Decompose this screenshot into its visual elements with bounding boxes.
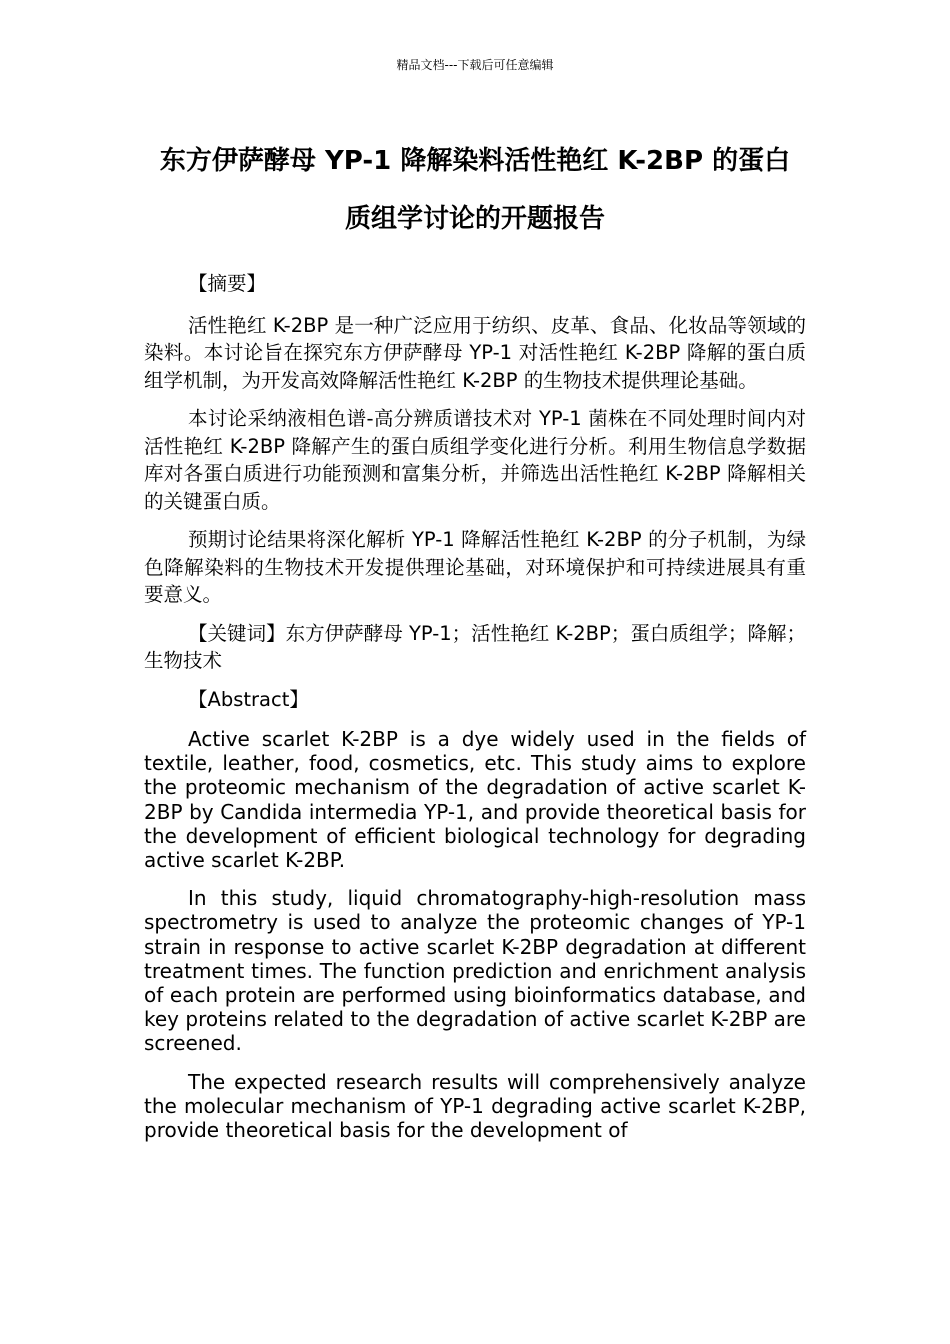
abstract-cn-heading: 【摘要】 bbox=[188, 272, 267, 295]
abstract-en-paragraph-3: The expected research results will comprehensively analyze the molecular mechanism of YP-1 degrading active scarlet K-2BP, provide theoretical basis for the development of bbox=[144, 1069, 806, 1143]
document-title-line-2: 质组学讨论的开题报告 bbox=[344, 204, 605, 234]
page-header: 精品文档---下载后可任意编辑 bbox=[396, 58, 554, 72]
abstract-en-heading: 【Abstract】 bbox=[188, 687, 309, 711]
abstract-cn-paragraph-1: 活性艳红 K-2BP 是一种广泛应用于纺织、皮革、食品、化妆品等领域的染料。本讨论旨在探究东方伊萨酵母 YP-1 对活性艳红 K-2BP 降解的蛋白质组学机制，为开发高效降解活性艳红 K-2BP 的生物技术提供理论基础。 bbox=[144, 313, 806, 392]
document-body bbox=[144, 270, 806, 1142]
document-title bbox=[144, 132, 806, 248]
abstract-en-paragraph-1: Active scarlet K-2BP is a dye widely used in the fields of textile, leather, food, cosmetics, etc. This study aims to explore the proteomic mechanism of the degradation of active scarlet K-2BP by Candida intermedia YP-1, and provide theoretical basis for the development of efficient biological technology for degrading active scarlet K-2BP. bbox=[144, 727, 806, 873]
abstract-cn-paragraph-2: 本讨论采纳液相色谱-高分辨质谱技术对 YP-1 菌株在不同处理时间内对活性艳红 K-2BP 降解产生的蛋白质组学变化进行分析。利用生物信息学数据库对各蛋白质进行功能预测和富集分析，并筛选出活性艳红 K-2BP 降解相关的关键蛋白质。 bbox=[144, 407, 806, 513]
keywords-cn: 【关键词】东方伊萨酵母 YP-1；活性艳红 K-2BP；蛋白质组学；降解；生物技术 bbox=[144, 621, 806, 672]
abstract-en-paragraph-2: In this study, liquid chromatography-high-resolution mass spectrometry is used to analyze the proteomic changes of YP-1 strain in response to active scarlet K-2BP degradation at different treatment times. The function prediction and enrichment analysis of each protein are performed using bioinformatics database, and key proteins related to the degradation of active scarlet K-2BP are screened. bbox=[144, 886, 806, 1056]
document-title-line-1: 东方伊萨酵母 YP-1 降解染料活性艳红 K-2BP 的蛋白 bbox=[159, 146, 791, 176]
abstract-cn-paragraph-3: 预期讨论结果将深化解析 YP-1 降解活性艳红 K-2BP 的分子机制，为绿色降解染料的生物技术开发提供理论基础，对环境保护和可持续进展具有重要意义。 bbox=[144, 528, 806, 606]
